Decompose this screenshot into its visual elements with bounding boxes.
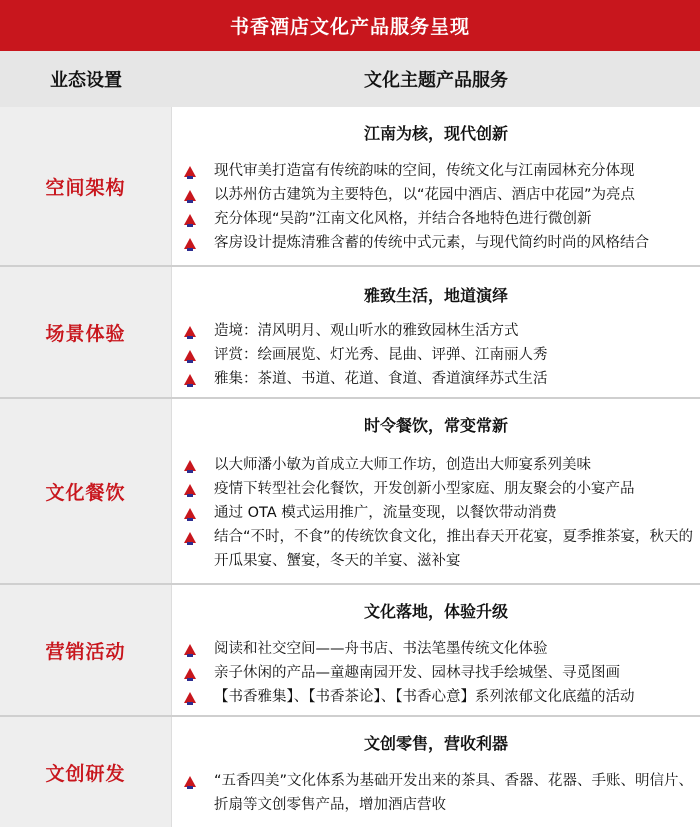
section-label: 场景体验 (0, 267, 172, 397)
list-item: 通过 OTA 模式运用推广，流量变现，以餐饮带动消费 (184, 501, 694, 525)
bullet-list (184, 453, 694, 573)
section-heading: 江南为核，现代创新 (363, 124, 508, 143)
section-content (172, 267, 700, 397)
section-content (172, 717, 700, 827)
header-business-type: 业态设置 (50, 70, 122, 91)
section-content (172, 399, 700, 583)
list-item: 造境：清风明月、观山听水的雅致园林生活方式 (184, 319, 694, 343)
triangle-bullet-icon (184, 374, 196, 385)
header-product-service: 文化主题产品服务 (364, 70, 508, 91)
triangle-bullet-icon (184, 166, 196, 177)
list-item: 亲子休闲的产品—童趣南园开发、园林寻找手绘城堡、寻觅图画 (184, 661, 694, 685)
section-content (172, 585, 700, 715)
list-item: 充分体现“吴韵”江南文化风格，并结合各地特色进行微创新 (184, 207, 694, 231)
section-heading: 时令餐饮，常变常新 (363, 416, 508, 435)
triangle-bullet-icon (184, 350, 196, 361)
list-item: 现代审美打造富有传统韵味的空间，传统文化与江南园林充分体现 (184, 159, 694, 183)
table-header (0, 51, 700, 107)
triangle-bullet-icon (184, 644, 196, 655)
section-marketing-events (0, 585, 700, 717)
list-item: 阅读和社交空间——舟书店、书法笔墨传统文化体验 (184, 637, 694, 661)
section-cultural-creative (0, 717, 700, 827)
list-item: 以苏州仿古建筑为主要特色，以“花园中酒店、酒店中花园”为亮点 (184, 183, 694, 207)
bullet-list (184, 159, 694, 255)
section-heading: 文创零售，营收利器 (363, 734, 508, 753)
section-scene-experience (0, 267, 700, 399)
list-item: “五香四美”文化体系为基础开发出来的茶具、香器、花器、手账、明信片、折扇等文创零售产品，增加酒店营收 (184, 769, 694, 817)
bullet-list (184, 637, 694, 709)
triangle-bullet-icon (184, 238, 196, 249)
triangle-bullet-icon (184, 190, 196, 201)
triangle-bullet-icon (184, 508, 196, 519)
triangle-bullet-icon (184, 214, 196, 225)
section-label: 文化餐饮 (0, 399, 172, 583)
triangle-bullet-icon (184, 460, 196, 471)
list-item: 【书香雅集】、【书香茶论】、【书香心意】系列浓郁文化底蕴的活动 (184, 685, 694, 709)
bullet-list (184, 319, 694, 391)
section-label: 文创研发 (0, 717, 172, 827)
section-culture-dining (0, 399, 700, 585)
triangle-bullet-icon (184, 776, 196, 787)
triangle-bullet-icon (184, 484, 196, 495)
triangle-bullet-icon (184, 532, 196, 543)
title-bar (0, 0, 700, 51)
triangle-bullet-icon (184, 692, 196, 703)
triangle-bullet-icon (184, 668, 196, 679)
section-label: 营销活动 (0, 585, 172, 715)
section-content (172, 107, 700, 265)
section-heading: 文化落地，体验升级 (363, 602, 508, 621)
list-item: 结合“不时，不食”的传统饮食文化，推出春天开花宴，夏季推茶宴，秋天的开瓜果宴、蟹宴，冬天的羊宴、滋补宴 (184, 525, 694, 573)
triangle-bullet-icon (184, 326, 196, 337)
list-item: 疫情下转型社会化餐饮，开发创新小型家庭、朋友聚会的小宴产品 (184, 477, 694, 501)
section-heading: 雅致生活，地道演绎 (363, 286, 508, 305)
section-label: 空间架构 (0, 107, 172, 265)
list-item: 客房设计提炼清雅含蓄的传统中式元素，与现代简约时尚的风格结合 (184, 231, 694, 255)
bullet-list (184, 769, 694, 817)
list-item: 评赏：绘画展览、灯光秀、昆曲、评弹、江南丽人秀 (184, 343, 694, 367)
page-title: 书香酒店文化产品服务呈现 (229, 16, 470, 38)
section-space-architecture (0, 107, 700, 267)
list-item: 以大师潘小敏为首成立大师工作坊，创造出大师宴系列美味 (184, 453, 694, 477)
list-item: 雅集：茶道、书道、花道、食道、香道演绎苏式生活 (184, 367, 694, 391)
